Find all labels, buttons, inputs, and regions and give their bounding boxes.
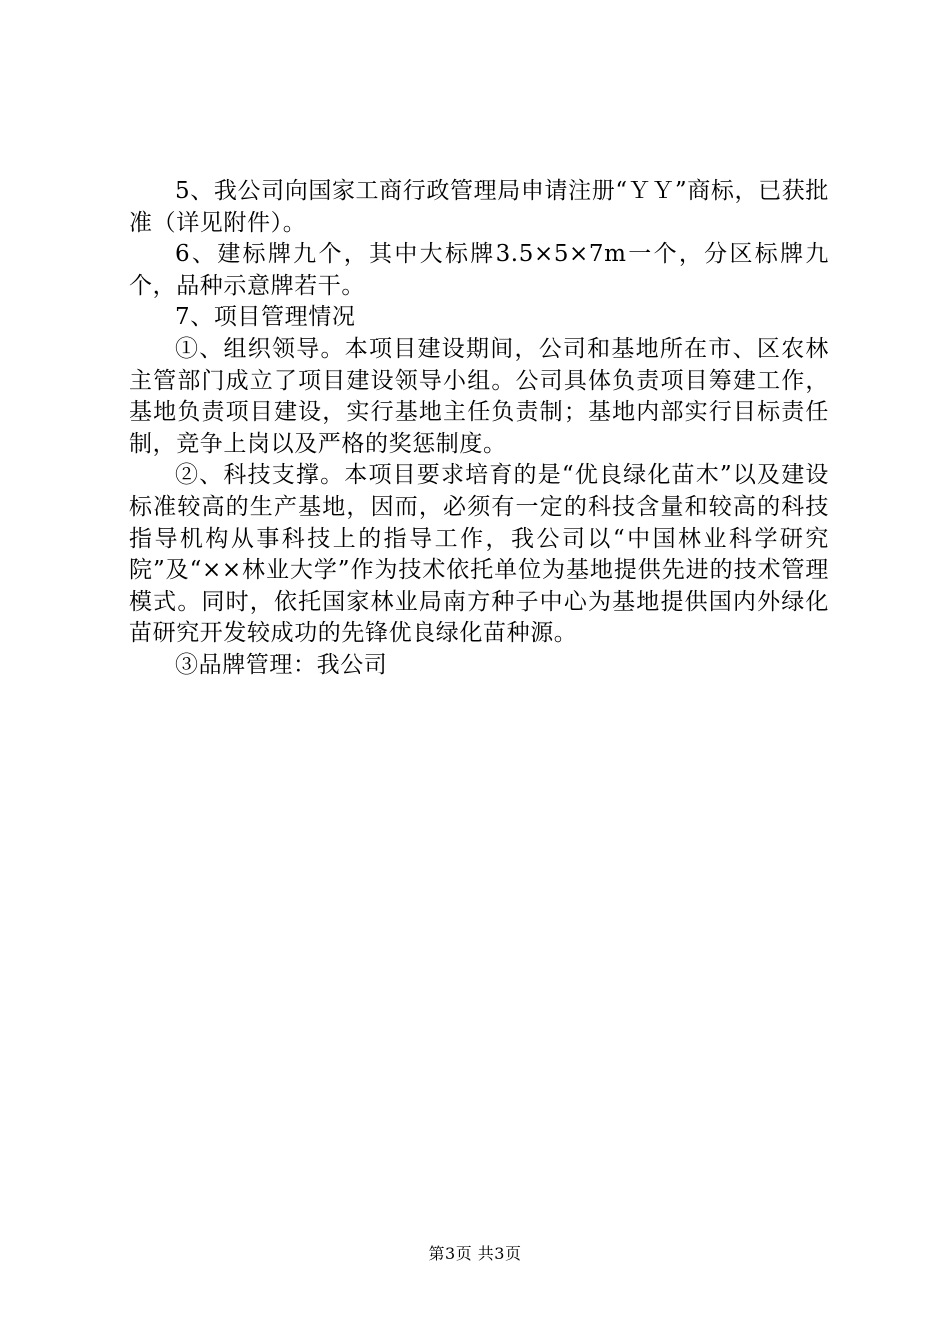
paragraph-technology: ②、科技支撑。本项目要求培育的是“优良绿化苗木”以及建设标准较高的生产基地，因而，必须有一定的科技含量和较高的科技指导机构从事科技上的指导工作，我公司以“中国林业科学研究院”及“××林业大学”作为技术依托单位为基地提供先进的技术管理模式。同时，依托国家林业局南方种子中心为基地提供国内外绿化苗研究开发较成功的先锋优良绿化苗种源。: [129, 462, 829, 647]
paragraph-brand: ③品牌管理：我公司: [175, 651, 388, 678]
page-number: 第3页 共3页: [428, 1244, 522, 1263]
paragraph-signage: 6、建标牌九个，其中大标牌3.5×5×7m一个，分区标牌九个，品种示意牌若干。: [129, 241, 829, 299]
paragraph-management-heading: 7、项目管理情况: [175, 304, 356, 331]
page-footer: [0, 1244, 950, 1264]
paragraph-organization: ①、组织领导。本项目建设期间，公司和基地所在市、区农林主管部门成立了项目建设领导小组。公司具体负责项目筹建工作，基地负责项目建设，实行基地主任负责制；基地内部实行目标责任制，竞争上岗以及严格的奖惩制度。: [129, 335, 829, 457]
document-body: [129, 176, 829, 682]
paragraph-trademark: 5、我公司向国家工商行政管理局申请注册“ＹＹ”商标，已获批准（详见附件）。: [129, 178, 829, 236]
